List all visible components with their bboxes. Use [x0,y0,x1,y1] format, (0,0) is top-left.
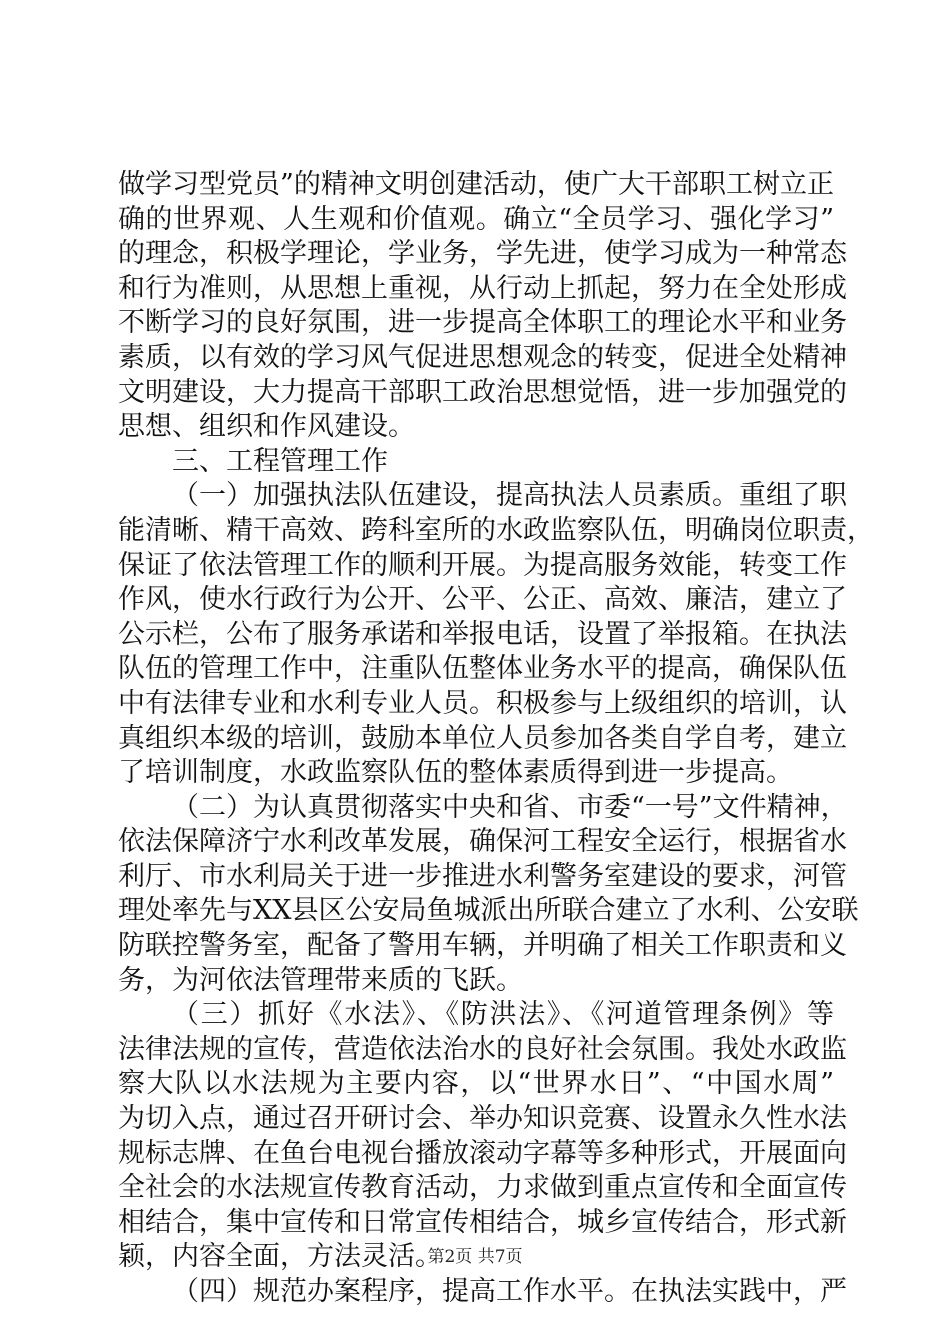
text-line: 作风，使水行政行为公开、公平、公正、高效、廉洁，建立了 [118,584,847,616]
text-line: 和行为准则，从思想上重视，从行动上抓起，努力在全处形成 [118,272,847,304]
text-line: 文明建设，大力提高干部职工政治思想觉悟，进一步加强党的 [118,376,847,408]
text-line: 为切入点，通过召开研讨会、举办知识竞赛、设置永久性水法 [118,1103,847,1135]
text-line: 务，为河依法管理带来质的飞跃。 [118,964,523,996]
text-line: （四）规范办案程序，提高工作水平。在执法实践中，严 [172,1276,847,1307]
text-line: 思想、组织和作风建设。 [118,411,415,443]
text-line: 中有法律专业和水利专业人员。积极参与上级组织的培训，认 [118,687,847,719]
text-line: 相结合，集中宣传和日常宣传相结合，城乡宣传结合，形式新 [118,1206,847,1238]
text-line: 法律法规的宣传，营造依法治水的良好社会氛围。我处水政监 [118,1033,847,1065]
text-line: 理处率先与XX县区公安局鱼城派出所联合建立了水利、公安联 [118,895,859,927]
text-line: 队伍的管理工作中，注重队伍整体业务水平的提高，确保队伍 [118,653,847,685]
text-line: 颖，内容全面，方法灵活。 [118,1241,442,1273]
text-line: 依法保障济宁水利改革发展，确保河工程安全运行，根据省水 [118,826,847,858]
text-line: 察大队以水法规为主要内容，以“世界水日”、“中国水周” [118,1068,834,1100]
text-line: 做学习型党员”的精神文明创建活动，使广大干部职工树立正 [118,169,834,200]
text-line: 确的世界观、人生观和价值观。确立“全员学习、强化学习” [118,203,834,235]
section-heading: 三、工程管理工作 [172,445,388,477]
text-line: 公示栏，公布了服务承诺和举报电话，设置了举报箱。在执法 [118,618,847,650]
text-line: 防联控警务室，配备了警用车辆，并明确了相关工作职责和义 [118,930,847,962]
text-line: （一）加强执法队伍建设，提高执法人员素质。重组了职 [172,480,847,512]
text-line: 全社会的水法规宣传教育活动，力求做到重点宣传和全面宣传 [118,1172,847,1204]
text-line: 了培训制度，水政监察队伍的整体素质得到进一步提高。 [118,757,793,789]
text-line: （二）为认真贯彻落实中央和省、市委“一号”文件精神， [172,791,848,823]
text-line: 素质，以有效的学习风气促进思想观念的转变，促进全处精神 [118,341,847,373]
text-line: 规标志牌、在鱼台电视台播放滚动字幕等多种形式，开展面向 [118,1137,847,1169]
text-line: 真组织本级的培训，鼓励本单位人员参加各类自学自考，建立 [118,722,847,754]
text-line: 能清晰、精干高效、跨科室所的水政监察队伍，明确岗位职责， [118,514,874,546]
text-line: 保证了依法管理工作的顺利开展。为提高服务效能，转变工作 [118,549,847,581]
document-body [118,168,874,1310]
text-line: 的理念，积极学理论，学业务，学先进，使学习成为一种常态 [118,238,847,270]
page-footer: 第2页 共7页 [427,1247,523,1267]
text-line: （三）抓好《水法》、《防洪法》、《河道管理条例》等 [172,999,834,1031]
text-line: 利厅、市水利局关于进一步推进水利警务室建设的要求，河管 [118,860,847,892]
text-line: 不断学习的良好氛围，进一步提高全体职工的理论水平和业务 [118,307,847,339]
